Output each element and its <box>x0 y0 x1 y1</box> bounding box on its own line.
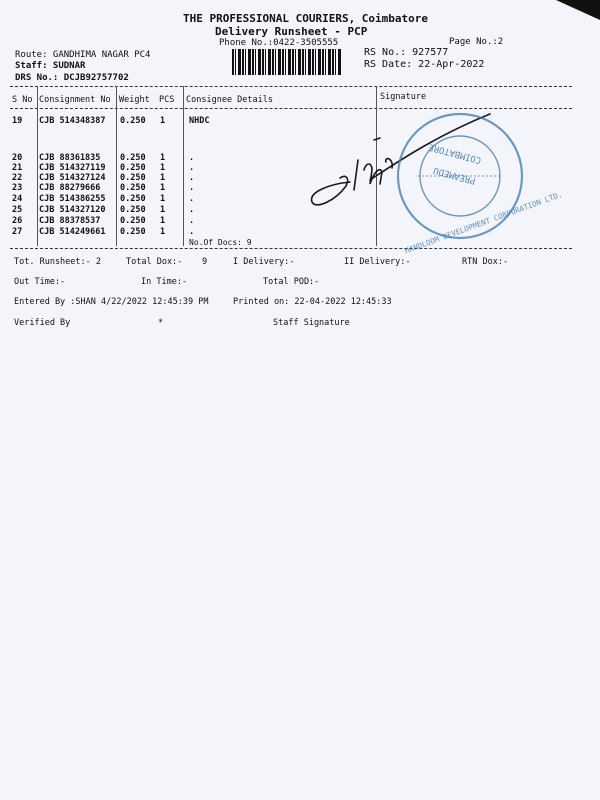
column-divider <box>116 86 117 246</box>
phone-number: Phone No.:0422-3505555 <box>219 38 339 48</box>
ii-delivery: II Delivery:- <box>344 257 411 267</box>
no-of-docs: No.Of Docs: 9 <box>189 238 252 247</box>
page-number: Page No.:2 <box>449 37 504 47</box>
row-weight: 0.250 <box>120 173 146 183</box>
rs-number: RS No.: 927577 <box>364 47 449 58</box>
col-header-weight: Weight <box>119 95 150 105</box>
row-sno: 24 <box>12 194 23 204</box>
row-sno: 22 <box>12 173 23 183</box>
row-pcs: 1 <box>160 116 166 126</box>
row-weight: 0.250 <box>120 194 146 204</box>
col-header-consignment: Consignment No <box>39 95 111 105</box>
row-pcs: 1 <box>160 173 166 183</box>
rtn-dox: RTN Dox:- <box>462 257 509 267</box>
out-time: Out Time:- <box>14 277 66 287</box>
row-weight: 0.250 <box>120 116 146 126</box>
staff-signature: Staff Signature <box>273 318 350 328</box>
row-consignment: CJB 88279666 <box>39 183 101 193</box>
row-consignment: CJB 88361835 <box>39 153 101 163</box>
runsheet-title: Delivery Runsheet - PCP <box>215 25 368 38</box>
row-details: . <box>189 153 195 163</box>
column-divider <box>183 86 184 246</box>
total-dox-label: Total Dox:- <box>126 257 183 267</box>
row-pcs: 1 <box>160 227 166 237</box>
company-name: THE PROFESSIONAL COURIERS, Coimbatore <box>183 12 429 25</box>
printed-on: Printed on: 22-04-2022 12:45:33 <box>233 297 392 307</box>
row-consignment: CJB 514249661 <box>39 227 106 237</box>
in-time: In Time:- <box>141 277 188 287</box>
i-delivery: I Delivery:- <box>233 257 295 267</box>
row-sno: 20 <box>12 153 23 163</box>
row-details: . <box>189 194 195 204</box>
verified-by: Verified By <box>14 318 71 328</box>
row-consignment: CJB 88378537 <box>39 216 101 226</box>
row-pcs: 1 <box>160 205 166 215</box>
seal-outer-text: HANDLOOM DEVELOPMENT CORPORATION LTD. <box>403 189 564 256</box>
col-header-sno: S No <box>12 95 33 105</box>
row-details: . <box>189 163 195 173</box>
row-details: . <box>189 183 195 193</box>
column-divider <box>37 86 38 246</box>
staff: Staff: SUDNAR <box>15 61 86 71</box>
rs-date: RS Date: 22-Apr-2022 <box>364 59 485 70</box>
col-header-pcs: PCS <box>159 95 175 105</box>
col-header-signature: Signature <box>380 92 427 102</box>
route: Route: GANDHIMA NAGAR PC4 <box>15 50 151 60</box>
row-weight: 0.250 <box>120 216 146 226</box>
row-sno: 26 <box>12 216 23 226</box>
row-weight: 0.250 <box>120 227 146 237</box>
row-sno: 23 <box>12 183 23 193</box>
total-pod: Total POD:- <box>263 277 320 287</box>
row-sno: 27 <box>12 227 23 237</box>
seal-text-preamedu: PREAMEDU <box>432 164 477 186</box>
row-weight: 0.250 <box>120 183 146 193</box>
table-top-rule <box>10 86 572 87</box>
row-consignment: CJB 514327119 <box>39 163 106 173</box>
barcode <box>232 49 342 75</box>
row-details: NHDC <box>189 116 210 126</box>
row-consignment: CJB 514386255 <box>39 194 106 204</box>
row-weight: 0.250 <box>120 153 146 163</box>
row-weight: 0.250 <box>120 205 146 215</box>
total-dox-value: 9 <box>202 257 208 267</box>
row-pcs: 1 <box>160 216 166 226</box>
tot-runsheet: Tot. Runsheet:- 2 <box>14 257 101 267</box>
row-details: . <box>189 205 195 215</box>
row-weight: 0.250 <box>120 163 146 173</box>
drs-number: DRS No.: DCJB92757702 <box>15 73 129 83</box>
row-pcs: 1 <box>160 183 166 193</box>
row-consignment: CJB 514327120 <box>39 205 106 215</box>
col-header-consignee: Consignee Details <box>186 95 273 105</box>
seal-text-coimbatore: COIMBATORE <box>427 141 483 165</box>
row-sno: 19 <box>12 116 23 126</box>
entered-by: Entered By :SHAN 4/22/2022 12:45:39 PM <box>14 297 209 307</box>
row-details: . <box>189 173 195 183</box>
row-details: . <box>189 227 195 237</box>
row-details: . <box>189 216 195 226</box>
row-pcs: 1 <box>160 194 166 204</box>
row-consignment: CJB 514348387 <box>39 116 106 126</box>
scan-corner-mark <box>556 0 600 20</box>
row-sno: 21 <box>12 163 23 173</box>
row-consignment: CJB 514327124 <box>39 173 106 183</box>
verified-mark: * <box>158 318 164 328</box>
row-pcs: 1 <box>160 163 166 173</box>
row-pcs: 1 <box>160 153 166 163</box>
row-sno: 25 <box>12 205 23 215</box>
